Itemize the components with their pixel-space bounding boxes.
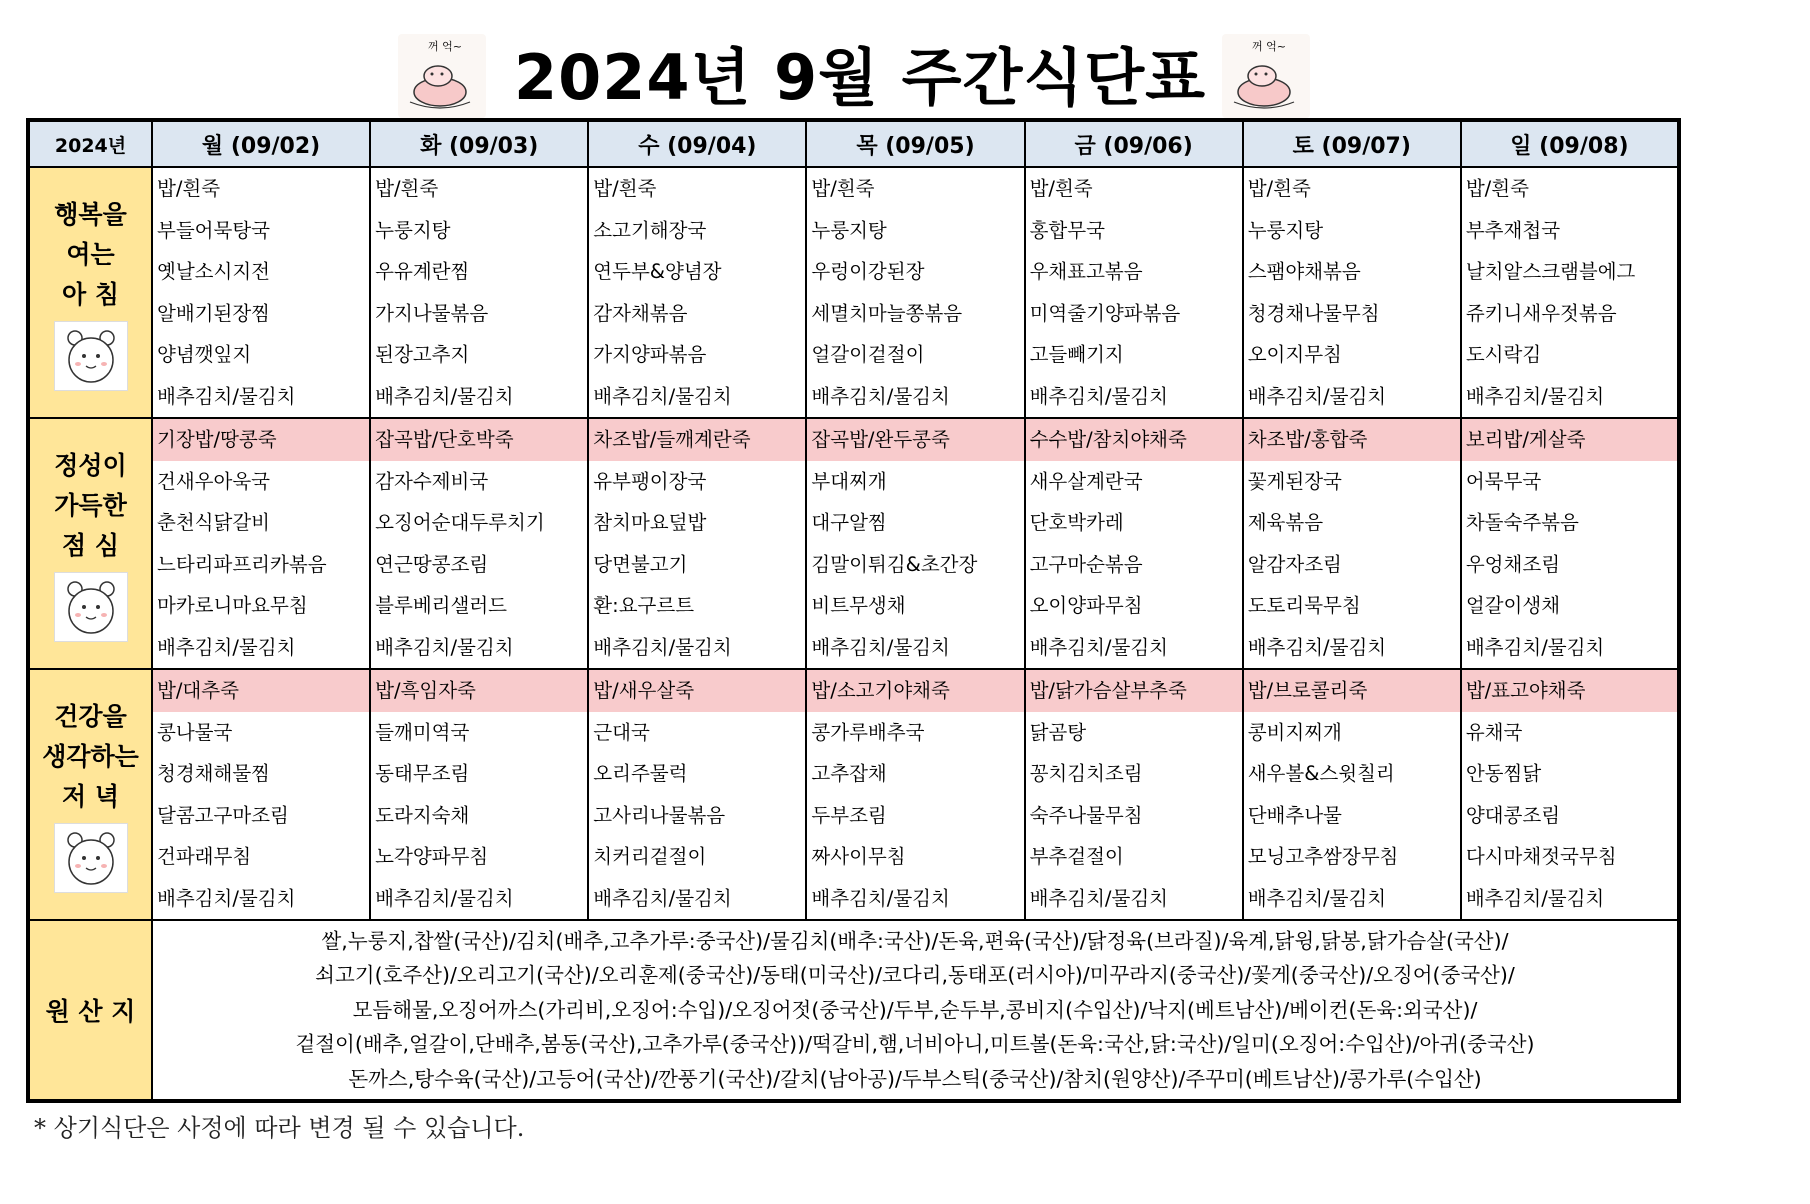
menu-item: 세멸치마늘쫑볶음 (811, 301, 963, 325)
menu-item: 배추김치/물김치 (811, 886, 950, 910)
mascot-bubble-text: 꺼 억~ (1252, 40, 1286, 53)
menu-item: 양념깻잎지 (157, 343, 252, 366)
menu-item: 모닝고추쌈장무침 (1247, 845, 1399, 868)
menu-cell (370, 669, 588, 920)
menu-item: 새우볼&스윗칠리 (1247, 762, 1395, 785)
menu-item-staple: 수수밥/참치야채죽 (1026, 419, 1242, 461)
day-header: 월 (09/02) (152, 120, 370, 167)
header-row (28, 120, 1679, 167)
menu-item: 들깨미역국 (375, 720, 470, 744)
menu-item: 옛날소시지전 (157, 260, 271, 283)
menu-cell (370, 167, 588, 418)
menu-item: 어묵무국 (1465, 469, 1542, 493)
menu-item: 오이지무침 (1247, 343, 1342, 366)
menu-item: 누룽지탕 (375, 218, 451, 242)
menu-item: 콩나물국 (157, 720, 233, 744)
menu-item-staple: 잡곡밥/완두콩죽 (807, 419, 1023, 461)
menu-item-staple: 밥/흰죽 (593, 177, 657, 200)
day-header: 화 (09/03) (370, 120, 588, 167)
menu-item: 부들어묵탕국 (157, 218, 271, 242)
meal-row (28, 418, 1679, 669)
menu-cell (152, 418, 370, 669)
menu-item-staple: 밥/대추죽 (153, 670, 369, 712)
menu-item: 동태무조림 (375, 762, 470, 785)
menu-item: 느타리파프리카볶음 (157, 552, 327, 576)
menu-item: 참치마요덮밥 (593, 511, 707, 534)
bear-burp-icon (1222, 34, 1310, 118)
menu-item: 건파래무침 (157, 845, 252, 868)
menu-cell (1025, 167, 1243, 418)
menu-item: 배추김치/물김치 (811, 635, 950, 659)
menu-item: 단호박카레 (1029, 511, 1124, 534)
menu-item: 치커리겉절이 (593, 845, 707, 868)
menu-item: 배추김치/물김치 (157, 635, 296, 659)
menu-item: 우채표고볶음 (1029, 260, 1143, 283)
menu-item: 배추김치/물김치 (1247, 635, 1387, 659)
menu-item: 당면불고기 (593, 552, 688, 576)
menu-item: 얼갈이겉절이 (811, 343, 925, 366)
menu-item: 비트무생채 (811, 594, 906, 617)
meal-row (28, 669, 1679, 920)
menu-item-staple: 밥/흰죽 (811, 177, 875, 200)
menu-item: 스팸야채볶음 (1247, 260, 1361, 283)
meal-label-text: 정성이 가득한 점 심 (54, 450, 127, 560)
menu-item: 홍합무국 (1029, 218, 1105, 242)
menu-item: 배추김치/물김치 (375, 384, 514, 408)
origin-line: 쌀,누룽지,찹쌀(국산)/김치(배추,고추가루:중국산)/물김치(배추:국산)/돈육,편육(국산)/닭정육(브라질)/육계,닭윙,닭봉,닭가슴살(국산)/ (321, 928, 1509, 953)
menu-item: 가지나물볶음 (375, 301, 489, 325)
meal-label (28, 418, 152, 669)
menu-item: 배추김치/물김치 (1465, 635, 1605, 659)
bear-thumbs-icon (54, 572, 128, 642)
menu-item: 꽃게된장국 (1247, 469, 1342, 493)
menu-item-staple: 밥/닭가슴살부추죽 (1026, 670, 1242, 712)
menu-cell (1461, 418, 1679, 669)
menu-item-staple: 밥/소고기야채죽 (807, 670, 1023, 712)
menu-item: 마카로니마요무침 (157, 594, 308, 617)
menu-item: 우렁이강된장 (811, 260, 925, 283)
menu-cell (588, 669, 806, 920)
meal-row (28, 167, 1679, 418)
menu-cell (152, 167, 370, 418)
menu-cell (1243, 669, 1461, 920)
menu-item: 배추김치/물김치 (157, 886, 296, 910)
menu-item: 춘천식닭갈비 (157, 511, 271, 534)
menu-item-staple: 잡곡밥/단호박죽 (371, 419, 587, 461)
origin-line: 겉절이(배추,얼갈이,단배추,봄동(국산),고추가루(중국산))/떡갈비,햄,너비아니,미트볼(돈육:국산,닭:국산)/일미(오징어:수입산)/아귀(중국산) (295, 1032, 1535, 1057)
day-header: 목 (09/05) (806, 120, 1024, 167)
menu-item: 도라지숙채 (375, 803, 470, 827)
menu-item: 차돌숙주볶음 (1465, 511, 1579, 534)
menu-cell (1025, 418, 1243, 669)
menu-item: 배추김치/물김치 (1029, 384, 1168, 408)
menu-item: 오이양파무침 (1029, 594, 1143, 617)
menu-item-staple: 차조밥/홍합죽 (1244, 419, 1460, 461)
menu-item: 된장고추지 (375, 343, 470, 366)
menu-cell (1461, 669, 1679, 920)
menu-item: 환:요구르트 (593, 594, 695, 617)
menu-item-staple: 밥/흰죽 (1465, 177, 1529, 200)
menu-item-staple: 밥/표고야채죽 (1462, 670, 1677, 712)
mascot-bubble-text: 꺼 억~ (428, 40, 462, 53)
menu-item: 다시마채젓국무침 (1465, 845, 1617, 868)
day-header: 수 (09/04) (588, 120, 806, 167)
menu-item: 단배추나물 (1247, 803, 1342, 827)
weekly-menu-table (26, 118, 1681, 1103)
menu-cell (588, 418, 806, 669)
footnote: * 상기식단은 사정에 따라 변경 될 수 있습니다. (34, 1114, 525, 1142)
menu-item-staple: 밥/브로콜리죽 (1244, 670, 1460, 712)
menu-item: 배추김치/물김치 (1247, 886, 1387, 910)
menu-item: 유부팽이장국 (593, 469, 707, 493)
menu-item: 미역줄기양파볶음 (1029, 301, 1181, 325)
menu-item: 배추김치/물김치 (811, 384, 950, 408)
menu-item: 배추김치/물김치 (1465, 886, 1605, 910)
menu-item: 감자채볶음 (593, 301, 688, 325)
menu-item: 콩비지찌개 (1247, 720, 1342, 744)
menu-cell (806, 669, 1024, 920)
origin-line: 모듬해물,오징어까스(가리비,오징어:수입)/오징어젓(중국산)/두부,순두부,콩비지(수입산)/낙지(베트남산)/베이컨(돈육:외국산)/ (352, 997, 1478, 1022)
meal-label-text: 행복을 여는 아 침 (54, 199, 127, 309)
menu-item: 배추김치/물김치 (593, 635, 732, 659)
page-title: 2024년 9월 주간식단표 (513, 41, 1207, 114)
menu-item: 청경채나물무침 (1247, 301, 1380, 325)
menu-item: 감자수제비국 (375, 469, 489, 493)
menu-item: 얼갈이생채 (1465, 594, 1561, 617)
meal-label (28, 167, 152, 418)
menu-item-staple: 기장밥/땅콩죽 (153, 419, 369, 461)
menu-item: 오리주물럭 (593, 762, 688, 785)
year-header: 2024년 (28, 120, 152, 167)
menu-item-staple: 밥/흰죽 (157, 177, 221, 200)
day-header: 토 (09/07) (1243, 120, 1461, 167)
menu-item: 배추김치/물김치 (1465, 384, 1605, 408)
origin-text (152, 920, 1679, 1101)
menu-item: 배추김치/물김치 (1029, 886, 1168, 910)
menu-item: 콩가루배추국 (811, 720, 925, 744)
menu-item: 근대국 (593, 720, 650, 744)
bear-hearts-icon (54, 321, 128, 391)
menu-cell (1025, 669, 1243, 920)
menu-item: 짜사이무침 (811, 845, 906, 868)
menu-item: 블루베리샐러드 (375, 594, 507, 617)
menu-item: 부추겉절이 (1029, 845, 1124, 868)
meal-label-text: 건강을 생각하는 저 녁 (42, 701, 139, 811)
menu-item: 알감자조림 (1247, 552, 1342, 576)
menu-item-staple: 밥/흰죽 (1029, 177, 1093, 200)
menu-item: 두부조림 (811, 803, 887, 827)
menu-item: 노각양파무침 (375, 845, 489, 868)
menu-item: 오징어순대두루치기 (375, 511, 545, 534)
menu-item: 닭곰탕 (1029, 720, 1087, 744)
menu-item: 숙주나물무침 (1029, 803, 1143, 827)
menu-item: 고사리나물볶음 (593, 803, 726, 827)
menu-item: 건새우아욱국 (157, 469, 271, 493)
menu-item: 쥬키니새우젓볶음 (1465, 301, 1617, 325)
menu-item: 가지양파볶음 (593, 343, 707, 366)
menu-cell (1243, 418, 1461, 669)
menu-item: 도시락김 (1465, 343, 1542, 366)
menu-cell (1243, 167, 1461, 418)
menu-item: 알배기된장찜 (157, 301, 271, 325)
origin-row (28, 920, 1679, 1101)
menu-item-staple: 밥/흰죽 (375, 177, 439, 200)
menu-item: 배추김치/물김치 (1247, 384, 1387, 408)
menu-item: 대구알찜 (811, 511, 887, 534)
menu-item: 양대콩조림 (1465, 803, 1561, 827)
meal-label (28, 669, 152, 920)
day-header: 금 (09/06) (1025, 120, 1243, 167)
menu-item: 우유계란찜 (375, 260, 470, 283)
menu-item: 연두부&양념장 (593, 260, 722, 283)
menu-item: 배추김치/물김치 (375, 886, 514, 910)
menu-cell (1461, 167, 1679, 418)
menu-item: 배추김치/물김치 (593, 886, 732, 910)
menu-item-staple: 보리밥/게살죽 (1462, 419, 1677, 461)
menu-cell (588, 167, 806, 418)
menu-item: 연근땅콩조림 (375, 552, 489, 576)
menu-item: 고추잡채 (811, 762, 887, 785)
menu-item: 소고기해장국 (593, 218, 707, 242)
menu-item-staple: 차조밥/들깨계란죽 (589, 419, 805, 461)
menu-item: 김말이튀김&초간장 (811, 552, 978, 576)
menu-item: 배추김치/물김치 (375, 635, 514, 659)
menu-item: 달콤고구마조림 (157, 803, 289, 827)
title-area (0, 28, 1700, 128)
menu-cell (152, 669, 370, 920)
menu-item: 고구마순볶음 (1029, 552, 1143, 576)
menu-item: 배추김치/물김치 (157, 384, 296, 408)
origin-line: 돈까스,탕수육(국산)/고등어(국산)/깐풍기(국산)/갈치(남아공)/두부스틱(중국산)/참치(원양산)/주꾸미(베트남산)/콩가루(수입산) (348, 1066, 1482, 1091)
menu-item: 유채국 (1465, 720, 1523, 744)
bear-flowers-icon (54, 823, 128, 893)
bear-burp-icon (398, 34, 486, 118)
menu-item: 우엉채조림 (1465, 552, 1561, 576)
menu-item: 배추김치/물김치 (1029, 635, 1168, 659)
menu-item: 꽁치김치조림 (1029, 762, 1143, 785)
menu-item: 청경채해물찜 (157, 762, 271, 785)
menu-cell (370, 418, 588, 669)
menu-item: 부대찌개 (811, 469, 887, 493)
menu-item: 누룽지탕 (1247, 218, 1324, 242)
menu-item: 새우살계란국 (1029, 469, 1143, 493)
menu-item: 안동찜닭 (1465, 762, 1542, 785)
menu-item: 고들빼기지 (1029, 343, 1124, 366)
origin-label: 원 산 지 (28, 920, 152, 1101)
menu-item: 도토리묵무침 (1247, 594, 1361, 617)
menu-cell (806, 167, 1024, 418)
menu-item: 배추김치/물김치 (593, 384, 732, 408)
menu-item-staple: 밥/새우살죽 (589, 670, 805, 712)
menu-item: 누룽지탕 (811, 218, 887, 242)
menu-item-staple: 밥/흰죽 (1247, 177, 1311, 200)
menu-cell (806, 418, 1024, 669)
menu-item-staple: 밥/흑임자죽 (371, 670, 587, 712)
menu-item: 날치알스크램블에그 (1465, 260, 1636, 283)
origin-line: 쇠고기(호주산)/오리고기(국산)/오리훈제(중국산)/동태(미국산)/코다리,동태포(러시아)/미꾸라지(중국산)/꽃게(중국산)/오징어(중국산)/ (315, 963, 1515, 988)
menu-item: 부추재첩국 (1465, 218, 1561, 242)
menu-item: 제육볶음 (1247, 511, 1324, 534)
day-header: 일 (09/08) (1461, 120, 1679, 167)
